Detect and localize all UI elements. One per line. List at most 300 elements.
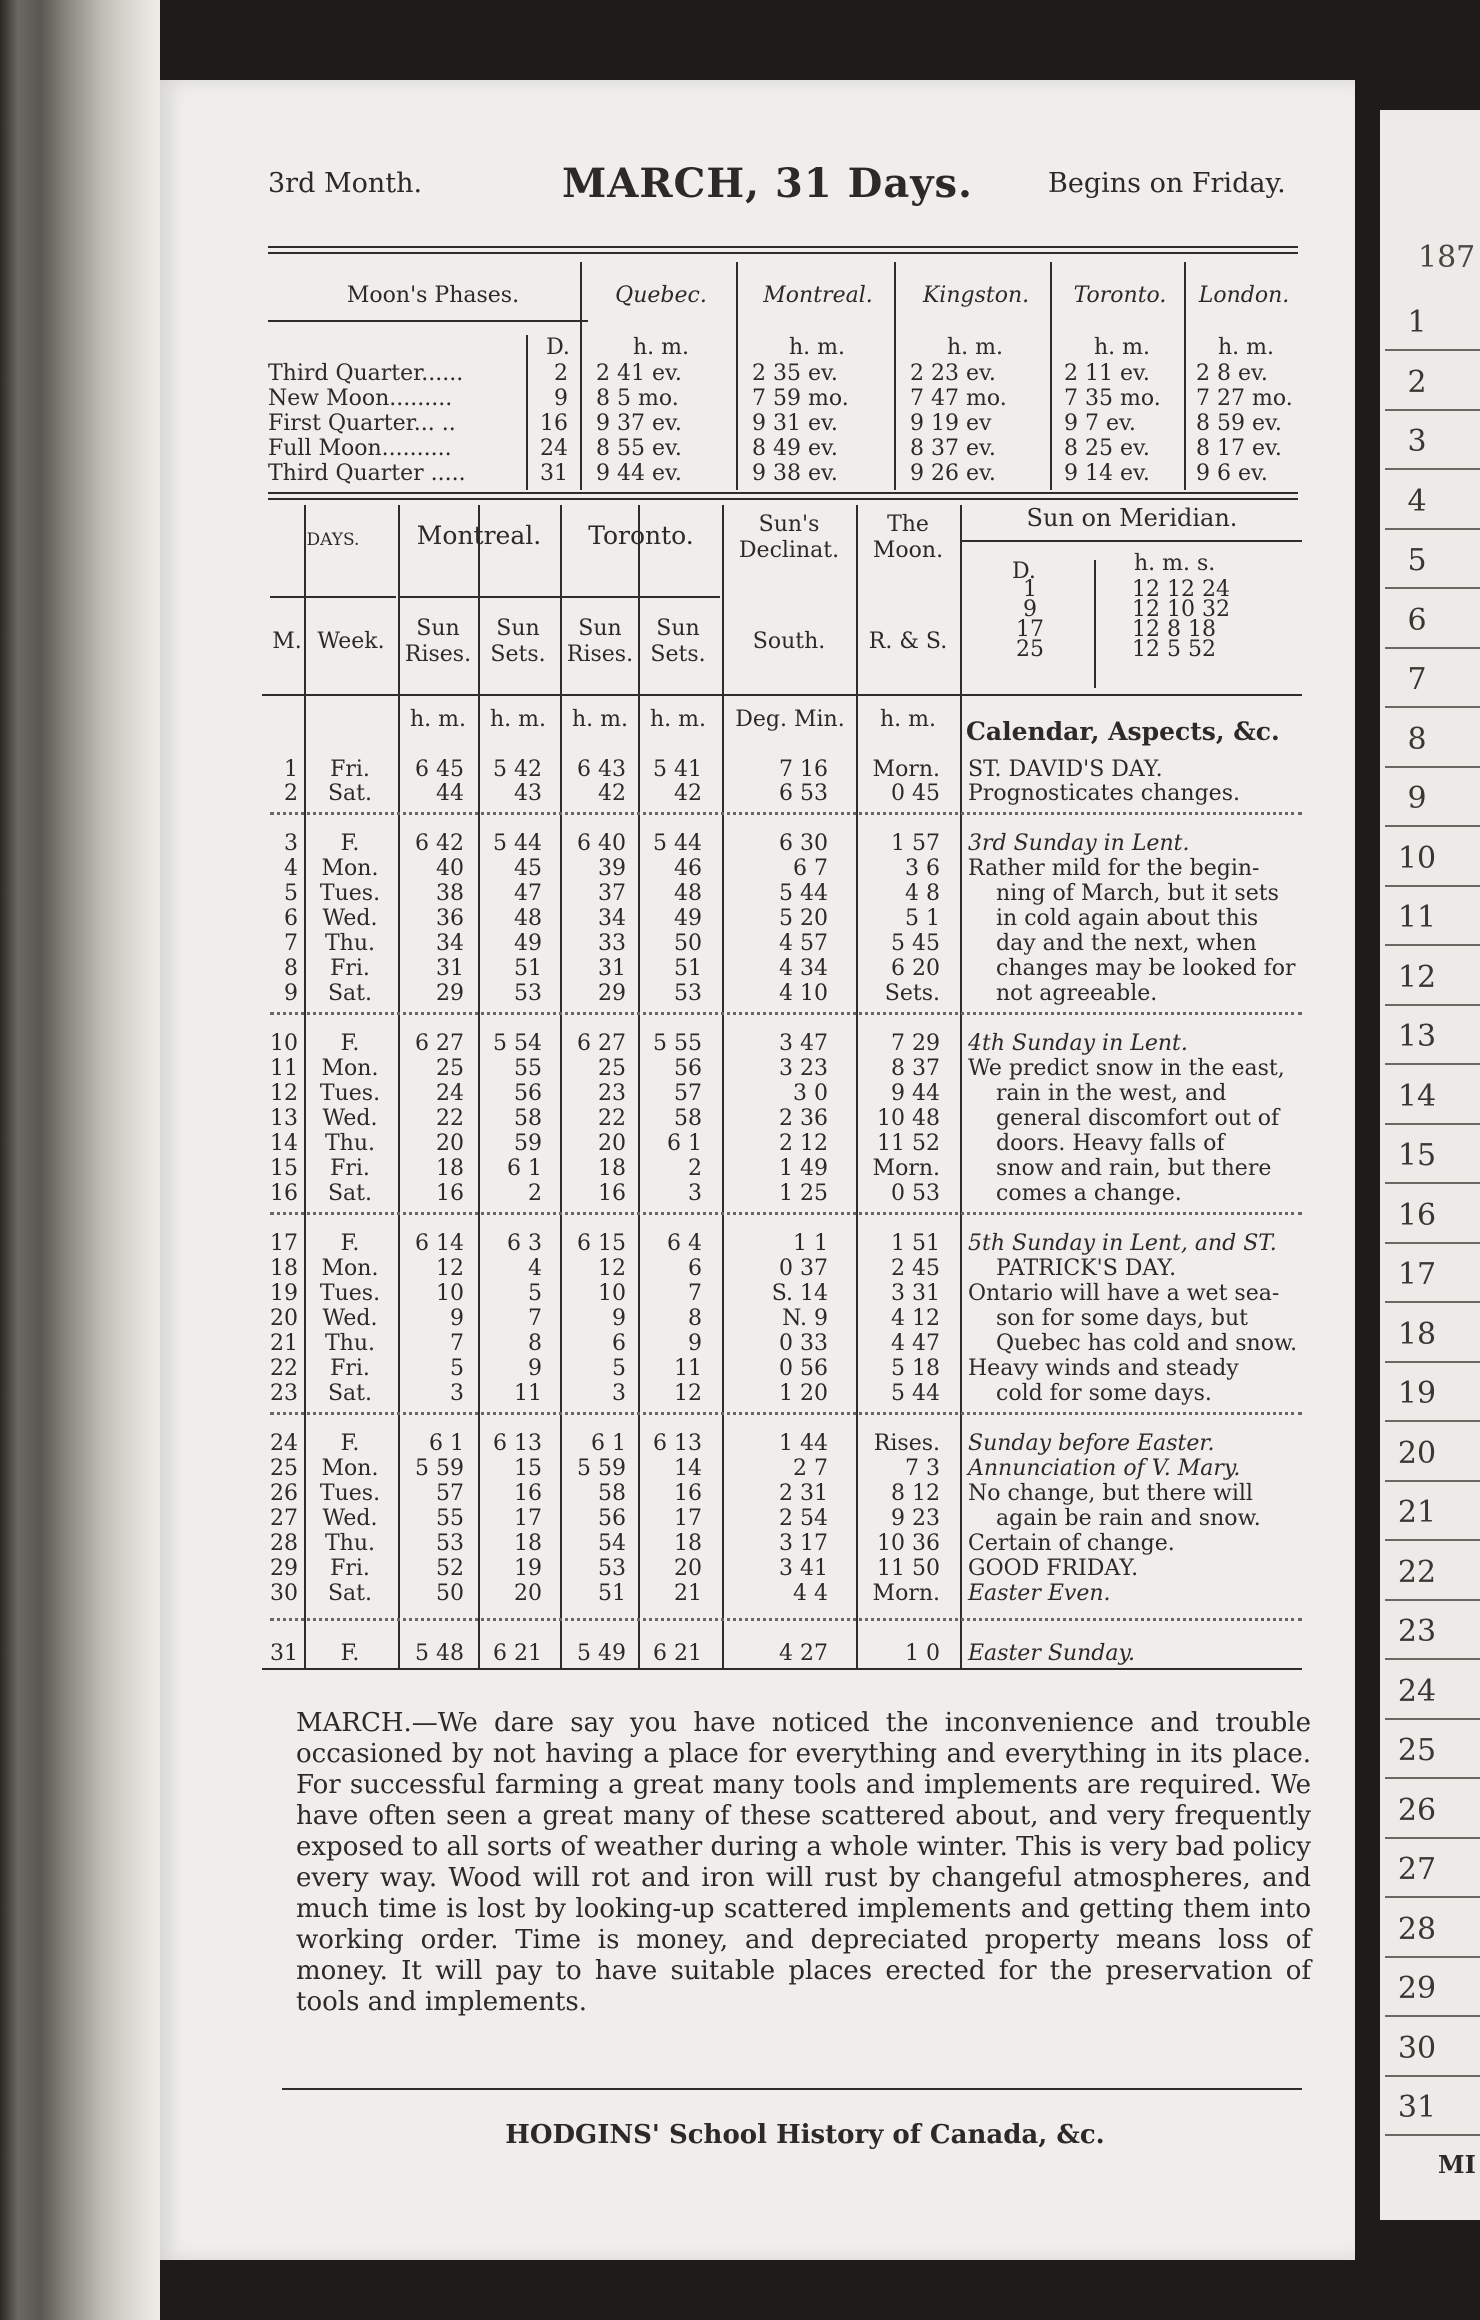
phase-time: 9 31 ev.	[752, 411, 838, 436]
day-of-month: 13	[270, 1106, 298, 1131]
phase-day: 2	[554, 361, 568, 386]
day-of-month: 17	[270, 1231, 298, 1256]
phase-day: 16	[540, 411, 568, 436]
day-of-week: Sat.	[327, 1381, 373, 1406]
phase-time: 9 14 ev.	[1064, 461, 1150, 486]
toronto-rise: 25	[598, 1056, 626, 1081]
march-paragraph: MARCH.—We dare say you have noticed the inconvenience and trouble occasioned by not having a place for everything and everything in its place. For successful farming a great many tools and implements are required. We have often seen a great many of these scattered about, and very frequently exposed to all sorts of weather during a whole winter. This is very bad policy every way. Wood will rot and iron will rust by changeful atmospheres, and much time is lost by looking-up scattered implements and getting them into working order. Time is money, and depreciated property means loss of money. It will pay to have suitable places erected for the preservation of tools and implements.	[296, 1708, 1311, 2017]
toronto-rise: 6 43	[577, 757, 626, 782]
toronto-rise: 6 15	[577, 1231, 626, 1256]
facing-day-rule	[1385, 409, 1480, 411]
facing-day-number: 6	[1407, 602, 1427, 638]
toronto-set: 12	[674, 1381, 702, 1406]
declination: 2 31	[779, 1481, 828, 1506]
calendar-note: Sunday before Easter.	[968, 1431, 1215, 1456]
moon-time: Morn.	[872, 1581, 940, 1606]
column-divider	[960, 505, 962, 1668]
moon-time: 4 47	[891, 1331, 940, 1356]
facing-day-number: 20	[1397, 1435, 1437, 1471]
toronto-rise: 18	[598, 1156, 626, 1181]
montreal-set: 16	[514, 1481, 542, 1506]
facing-day-rule	[1385, 706, 1480, 708]
phase-time: 8 49 ev.	[752, 436, 838, 461]
m-header: M.	[272, 629, 302, 654]
week-separator	[270, 1212, 1302, 1215]
phase-day: 24	[540, 436, 568, 461]
facing-day-number: 12	[1397, 959, 1437, 995]
facing-day-rule	[1385, 1361, 1480, 1363]
montreal-rise: 10	[436, 1281, 464, 1306]
montreal-set: 11	[514, 1381, 542, 1406]
day-of-month: 3	[284, 831, 298, 856]
montreal-rise: 50	[436, 1581, 464, 1606]
declination: 0 37	[779, 1256, 828, 1281]
declination: 7 16	[779, 757, 828, 782]
toronto-rise: 42	[598, 781, 626, 806]
declination: 3 41	[779, 1556, 828, 1581]
day-of-week: Mon.	[321, 1256, 379, 1281]
day-of-week: Wed.	[322, 1306, 378, 1331]
toronto-set: 6 13	[653, 1431, 702, 1456]
montreal-set: 9	[528, 1356, 542, 1381]
calendar-note: We predict snow in the east,	[968, 1056, 1285, 1081]
declination: 3 47	[779, 1031, 828, 1056]
moon-time: 0 45	[891, 781, 940, 806]
toronto-rise: 5 49	[577, 1641, 626, 1666]
moon-time: 6 20	[891, 956, 940, 981]
day-of-month: 27	[270, 1506, 298, 1531]
montreal-rise: 5 59	[415, 1456, 464, 1481]
phases-header: Moon's Phases.	[346, 283, 520, 308]
phase-time: 9 44 ev.	[596, 461, 682, 486]
phases-col-divider	[1050, 262, 1052, 490]
moon-time: 5 18	[891, 1356, 940, 1381]
calendar-note: ST. DAVID'S DAY.	[968, 757, 1163, 782]
day-of-week: Fri.	[330, 757, 370, 782]
montreal-rise: 6 27	[415, 1031, 464, 1056]
montreal-set: 43	[514, 781, 542, 806]
moon-time: 10 48	[877, 1106, 940, 1131]
calendar-note: GOOD FRIDAY.	[968, 1556, 1139, 1581]
calendar-note: PATRICK'S DAY.	[996, 1256, 1177, 1281]
toronto-rise: 34	[598, 906, 626, 931]
day-of-week: Fri.	[330, 956, 370, 981]
day-of-month: 10	[270, 1031, 298, 1056]
day-of-month: 24	[270, 1431, 298, 1456]
montreal-rise: 6 45	[415, 757, 464, 782]
calendar-note: in cold again about this	[996, 906, 1259, 931]
facing-day-rule	[1385, 1837, 1480, 1839]
day-of-week: F.	[340, 1031, 360, 1056]
moon-time: 1 0	[905, 1641, 940, 1666]
facing-day-number: 1	[1407, 305, 1427, 340]
day-of-month: 5	[284, 881, 298, 906]
days-header: DAYS.	[306, 530, 360, 550]
toronto-set: 16	[674, 1481, 702, 1506]
facing-day-rule	[1385, 944, 1480, 946]
calendar-note: Heavy winds and steady	[968, 1356, 1239, 1381]
week-separator	[270, 1012, 1302, 1015]
facing-day-number: 25	[1397, 1733, 1437, 1768]
facing-day-rule	[1385, 1896, 1480, 1898]
meridian-time: 12 5 52	[1132, 637, 1216, 662]
moon-time: 7 29	[891, 1031, 940, 1056]
facing-day-number: 26	[1397, 1792, 1437, 1828]
phases-col-divider	[580, 262, 582, 490]
declination: 6 30	[779, 831, 828, 856]
toronto-rise: 22	[598, 1106, 626, 1131]
phase-time: 8 17 ev.	[1196, 436, 1282, 461]
phase-time: 7 35 mo.	[1064, 386, 1161, 411]
toronto-rise: 5 59	[577, 1456, 626, 1481]
day-of-month: 25	[270, 1456, 298, 1481]
facing-day-rule	[1385, 1242, 1480, 1244]
toronto-rise: 39	[598, 856, 626, 881]
meridian-day: 9	[1023, 597, 1037, 622]
day-of-month: 18	[270, 1256, 298, 1281]
phase-day: 9	[554, 386, 568, 411]
moon-time: 3 31	[891, 1281, 940, 1306]
facing-bottom-text: MI	[1438, 2150, 1476, 2179]
declination: S. 14	[771, 1281, 828, 1306]
facing-day-rule	[1385, 1063, 1480, 1065]
toronto-rise: 31	[598, 956, 626, 981]
toronto-set: 3	[688, 1181, 702, 1206]
montreal-set: 5 42	[493, 757, 542, 782]
moon-time: 9 44	[891, 1081, 940, 1106]
day-of-week: Thu.	[324, 931, 375, 956]
phases-bottom-rule	[268, 492, 1298, 494]
day-of-week: F.	[340, 1231, 360, 1256]
calendar-note: 3rd Sunday in Lent.	[968, 831, 1190, 856]
moon-time: 5 44	[891, 1381, 940, 1406]
day-of-month: 26	[270, 1481, 298, 1506]
montreal-rise: 53	[436, 1531, 464, 1556]
top-rule	[268, 246, 1298, 248]
calendar-note: 5th Sunday in Lent, and ST.	[968, 1231, 1277, 1256]
meridian-head-hms: h. m. s.	[1134, 551, 1216, 576]
unit-label: h. m.	[571, 707, 628, 732]
moon-time: 11 50	[877, 1556, 940, 1581]
facing-day-number: 22	[1397, 1554, 1437, 1590]
day-of-week: Fri.	[330, 1156, 370, 1181]
meridian-rule	[962, 540, 1302, 542]
montreal-rise: 6 14	[415, 1231, 464, 1256]
toronto-set: 58	[674, 1106, 702, 1131]
toronto-rise: 53	[598, 1556, 626, 1581]
day-of-week: Wed.	[322, 1106, 378, 1131]
declination: 2 36	[779, 1106, 828, 1131]
calendar-note: son for some days, but	[996, 1306, 1249, 1331]
facing-day-rule	[1385, 2134, 1480, 2136]
day-of-week: F.	[340, 1641, 360, 1666]
toronto-set: 56	[674, 1056, 702, 1081]
facing-day-rule	[1385, 647, 1480, 649]
facing-day-rule	[1385, 1777, 1480, 1779]
montreal-rise: 9	[450, 1306, 464, 1331]
montreal-rise: 55	[436, 1506, 464, 1531]
montreal-set: 53	[514, 981, 542, 1006]
facing-day-number: 19	[1397, 1376, 1437, 1411]
facing-day-rule	[1385, 1004, 1480, 1006]
declination: 1 49	[779, 1156, 828, 1181]
montreal-set: 51	[514, 956, 542, 981]
phase-time: 2 8 ev.	[1196, 361, 1268, 386]
facing-day-number: 9	[1407, 781, 1427, 816]
montreal-rise: 5 48	[415, 1641, 464, 1666]
declination: 4 4	[793, 1581, 828, 1606]
day-of-week: Sat.	[327, 1181, 373, 1206]
montreal-set: 8	[528, 1331, 542, 1356]
phase-time: 7 47 mo.	[910, 386, 1007, 411]
phases-subhead: h. m.	[1217, 335, 1274, 360]
facing-day-rule	[1385, 1301, 1480, 1303]
day-of-week: Fri.	[330, 1356, 370, 1381]
meridian-divider	[1094, 560, 1096, 688]
toronto-set: 21	[674, 1581, 702, 1606]
day-of-month: 14	[270, 1131, 298, 1156]
phase-time: 2 23 ev.	[910, 361, 996, 386]
moon-time: 9 23	[891, 1506, 940, 1531]
moon-time: 0 53	[891, 1181, 940, 1206]
calendar-note: changes may be looked for	[996, 956, 1296, 981]
facing-day-rule	[1385, 885, 1480, 887]
facing-day-number: 15	[1397, 1138, 1437, 1173]
week-separator	[270, 1618, 1302, 1621]
toronto-rise: 33	[598, 931, 626, 956]
phases-subhead: h. m.	[788, 335, 845, 360]
day-of-month: 2	[284, 781, 298, 806]
meridian-day: 17	[1016, 617, 1044, 642]
facing-day-number: 14	[1397, 1078, 1437, 1114]
montreal-rise: 6 1	[429, 1431, 464, 1456]
declination: 5 44	[779, 881, 828, 906]
day-of-month: 30	[270, 1581, 298, 1606]
begins-on: Begins on Friday.	[1048, 168, 1286, 199]
toronto-set: 20	[674, 1556, 702, 1581]
phase-time: 9 6 ev.	[1196, 461, 1268, 486]
phases-subhead: h. m.	[946, 335, 1003, 360]
facing-day-rule	[1385, 349, 1480, 351]
declination: 6 53	[779, 781, 828, 806]
phase-name: Third Quarter......	[268, 361, 464, 386]
facing-day-number: 7	[1407, 662, 1427, 697]
facing-day-rule	[1385, 587, 1480, 589]
montreal-rise: 16	[436, 1181, 464, 1206]
day-of-week: Thu.	[324, 1331, 375, 1356]
montreal-rise: 52	[436, 1556, 464, 1581]
montreal-set: 6 21	[493, 1641, 542, 1666]
day-of-month: 4	[284, 856, 298, 881]
declination: 3 17	[779, 1531, 828, 1556]
montreal-set: 2	[528, 1181, 542, 1206]
facing-day-number: 29	[1397, 1971, 1437, 2006]
declination: 1 44	[779, 1431, 828, 1456]
toronto-rise: 20	[598, 1131, 626, 1156]
montreal-header: Montreal.	[416, 521, 542, 550]
toronto-rise: 12	[598, 1256, 626, 1281]
week-separator	[270, 1412, 1302, 1415]
moon-time: Sets.	[884, 981, 940, 1006]
toronto-rise: 29	[598, 981, 626, 1006]
facing-year: 187	[1418, 240, 1476, 275]
toronto-rise: 37	[598, 881, 626, 906]
meridian-head-d: D.	[1012, 559, 1036, 584]
toronto-set: 5 44	[653, 831, 702, 856]
declination: 1 25	[779, 1181, 828, 1206]
montreal-rise: 6 42	[415, 831, 464, 856]
day-of-month: 15	[270, 1156, 298, 1181]
moon-time: 10 36	[877, 1531, 940, 1556]
toronto-rise: 5	[612, 1356, 626, 1381]
phases-header: Montreal.	[763, 283, 873, 308]
rs-header: R. & S.	[868, 629, 948, 654]
toronto-rise: 9	[612, 1306, 626, 1331]
toronto-set: 51	[674, 956, 702, 981]
declination: 5 20	[779, 906, 828, 931]
facing-day-number: 21	[1397, 1495, 1437, 1530]
montreal-rise: 12	[436, 1256, 464, 1281]
calendar-note: again be rain and snow.	[996, 1506, 1261, 1531]
phases-bottom-rule-2	[268, 498, 1298, 500]
facing-day-rule	[1385, 1123, 1480, 1125]
montreal-set: 17	[514, 1506, 542, 1531]
day-of-week: F.	[340, 1431, 360, 1456]
meridian-header: Sun on Meridian.	[1026, 504, 1238, 532]
calendar-note: not agreeable.	[996, 981, 1158, 1006]
moon-time: 1 57	[891, 831, 940, 856]
moon-time: Morn.	[872, 757, 940, 782]
montreal-rise: 5	[450, 1356, 464, 1381]
month-number: 3rd Month.	[268, 168, 423, 199]
header-bottom-rule	[262, 694, 1302, 696]
toronto-set: 11	[674, 1356, 702, 1381]
week-header: Week.	[317, 629, 385, 654]
moon-time: 4 12	[891, 1306, 940, 1331]
toronto-rise: 51	[598, 1581, 626, 1606]
montreal-rise: 38	[436, 881, 464, 906]
montreal-rise: 29	[436, 981, 464, 1006]
toronto-set: 6 4	[667, 1231, 702, 1256]
phases-header: Kingston.	[922, 283, 1030, 308]
toronto-rise: 6	[612, 1331, 626, 1356]
facing-day-number: 24	[1397, 1673, 1437, 1709]
calendar-note: 4th Sunday in Lent.	[968, 1031, 1188, 1056]
montreal-set: 6 3	[507, 1231, 542, 1256]
phase-time: 2 35 ev.	[752, 361, 838, 386]
phase-time: 9 37 ev.	[596, 411, 682, 436]
montreal-rise: 22	[436, 1106, 464, 1131]
calendar-note: snow and rain, but there	[996, 1156, 1272, 1181]
facing-day-rule	[1385, 528, 1480, 530]
declination: 3 23	[779, 1056, 828, 1081]
montreal-rise: 40	[436, 856, 464, 881]
day-of-week: Wed.	[322, 906, 378, 931]
day-of-month: 7	[284, 931, 298, 956]
facing-day-number: 3	[1407, 424, 1427, 459]
moon-time: 5 1	[905, 906, 940, 931]
toronto-set: 9	[688, 1331, 702, 1356]
day-of-week: Tues.	[319, 1481, 381, 1506]
montreal-set: 47	[514, 881, 542, 906]
montreal-set: 19	[514, 1556, 542, 1581]
meridian-day: 1	[1023, 577, 1037, 602]
toronto-set: 53	[674, 981, 702, 1006]
day-of-week: Thu.	[324, 1531, 375, 1556]
facing-day-rule	[1385, 766, 1480, 768]
day-of-month: 31	[270, 1641, 298, 1666]
declination: 0 56	[779, 1356, 828, 1381]
facing-day-number: 5	[1407, 543, 1427, 578]
calendar-note: Prognosticates changes.	[968, 781, 1240, 806]
montreal-rise: 20	[436, 1131, 464, 1156]
day-of-month: 16	[270, 1181, 298, 1206]
moon-time: 7 3	[905, 1456, 940, 1481]
day-of-week: Thu.	[324, 1131, 375, 1156]
montreal-set: 4	[528, 1256, 542, 1281]
declination: 2 7	[793, 1456, 828, 1481]
calendar-note: comes a change.	[996, 1181, 1182, 1206]
facing-day-number: 2	[1407, 364, 1427, 400]
toronto-set: 49	[674, 906, 702, 931]
montreal-set: 5 44	[493, 831, 542, 856]
toronto-set: 17	[674, 1506, 702, 1531]
declination: 3 0	[793, 1081, 828, 1106]
facing-day-rule	[1385, 468, 1480, 470]
calendar-note: Quebec has cold and snow.	[996, 1331, 1298, 1356]
calendar-note: Easter Sunday.	[968, 1641, 1135, 1666]
phases-header: Toronto.	[1073, 283, 1167, 308]
day-of-month: 28	[270, 1531, 298, 1556]
toronto-rise: 6 1	[591, 1431, 626, 1456]
toronto-rise: 58	[598, 1481, 626, 1506]
calendar-note: ning of March, but it sets	[996, 881, 1279, 906]
montreal-set: 5 54	[493, 1031, 542, 1056]
phases-header-rule	[268, 320, 588, 322]
day-of-week: Mon.	[321, 1056, 379, 1081]
montreal-set: 59	[514, 1131, 542, 1156]
toronto-rise: 3	[612, 1381, 626, 1406]
day-of-month: 23	[270, 1381, 298, 1406]
moon-time: 11 52	[877, 1131, 940, 1156]
montreal-set: 7	[528, 1306, 542, 1331]
day-of-month: 8	[284, 956, 298, 981]
toronto-rise: 6 40	[577, 831, 626, 856]
phase-time: 7 59 mo.	[752, 386, 849, 411]
day-of-month: 21	[270, 1331, 298, 1356]
meridian-day: 25	[1016, 637, 1044, 662]
top-rule-2	[268, 252, 1298, 254]
montreal-rise: 7	[450, 1331, 464, 1356]
montreal-rise: 25	[436, 1056, 464, 1081]
montreal-rise: 44	[436, 781, 464, 806]
montreal-set: 15	[514, 1456, 542, 1481]
declination: 0 33	[779, 1331, 828, 1356]
phase-time: 2 41 ev.	[596, 361, 682, 386]
meridian-time: 12 8 18	[1132, 617, 1216, 642]
montreal-rise: 34	[436, 931, 464, 956]
unit-label: Deg. Min.	[735, 707, 845, 732]
phase-time: 8 5 mo.	[596, 386, 679, 411]
declination: 2 54	[779, 1506, 828, 1531]
montreal-rise: 31	[436, 956, 464, 981]
toronto-set: 14	[674, 1456, 702, 1481]
facing-day-number: 16	[1397, 1197, 1437, 1233]
phase-name: New Moon.........	[268, 386, 453, 411]
toronto-rise: 16	[598, 1181, 626, 1206]
day-of-month: 29	[270, 1556, 298, 1581]
facing-day-rule	[1385, 1956, 1480, 1958]
